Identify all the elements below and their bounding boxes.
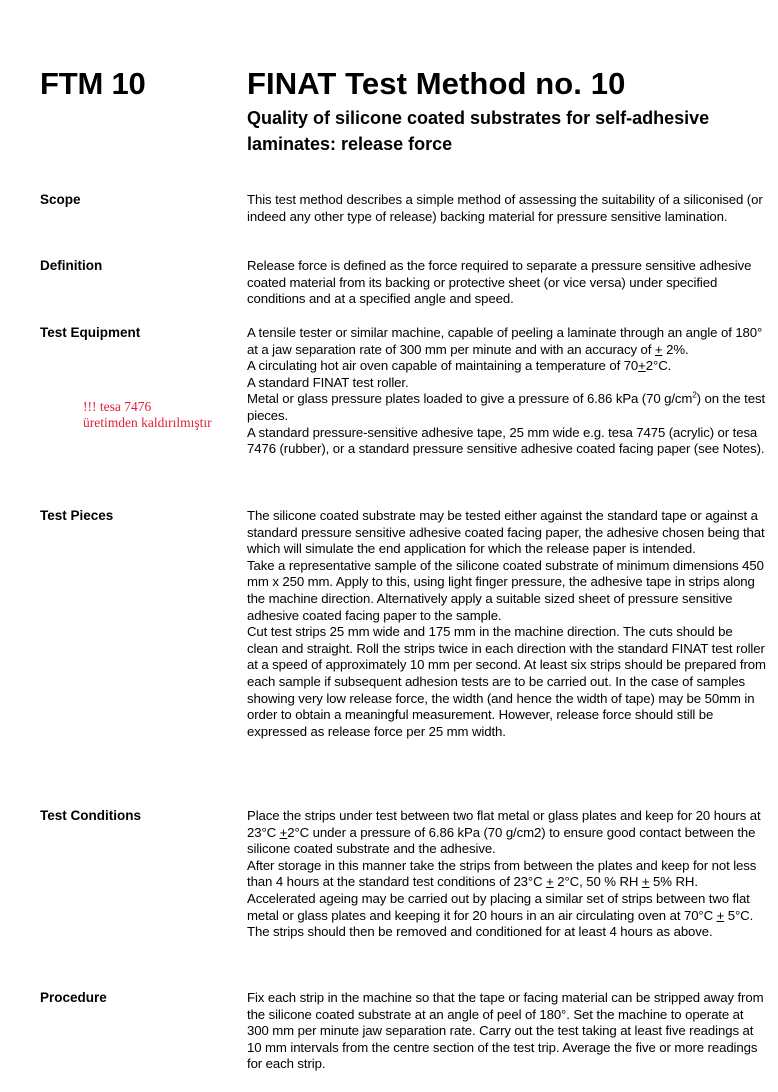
section-label: Test Equipment	[40, 325, 141, 340]
paragraph: A standard FINAT test roller.	[247, 374, 409, 390]
section-label: Test Conditions	[40, 808, 141, 823]
section-label: Procedure	[40, 990, 107, 1005]
paragraph: Accelerated ageing may be carried out by placing a similar set of strips between two flat metal or glass plates and keeping it for 20 hours in an air circulating oven at 70°C + 5°C. The strips should then be removed and conditioned for at least 4 hours as above.	[247, 890, 754, 940]
paragraph: Place the strips under test between two flat metal or glass plates and keep for 20 hours at 23°C +2°C under a pressure of 6.86 kPa (70 g/cm2) to ensure good contact between the silicone coated substrate and the adhesive.	[247, 808, 761, 857]
red-annotation: !!! tesa 7476 üretimden kaldırılmıştır	[83, 399, 212, 430]
paragraph: A tensile tester or similar machine, capable of peeling a laminate through an angle of 180° at a jaw separation rate of 300 mm per minute and with an accuracy of + 2%.	[247, 325, 763, 357]
plus-minus-symbol: +	[546, 874, 554, 890]
section-body	[247, 192, 767, 225]
paragraph: A circulating hot air oven capable of maintaining a temperature of 70+2°C.	[247, 358, 672, 374]
plus-minus-symbol: +	[641, 874, 650, 890]
paragraph: This test method describes a simple method of assessing the suitability of a siliconised (or indeed any other type of release) backing material for pressure sensitive lamination.	[247, 192, 763, 224]
paragraph: After storage in this manner take the strips from between the plates and keep for not less than 4 hours at the standard test conditions of 23°C + 2°C, 50 % RH + 5% RH.	[247, 857, 757, 890]
paragraph: Release force is defined as the force required to separate a pressure sensitive adhesive coated material from its backing or protective sheet (or vice versa) under specified conditions and at a specified angle and speed.	[247, 258, 752, 307]
paragraph: A standard pressure-sensitive adhesive tape, 25 mm wide e.g. tesa 7475 (acrylic) or tesa 7476 (rubber), or a standard pressure sensitive adhesive coated facing paper (see Notes).	[247, 424, 765, 457]
paragraph: Metal or glass pressure plates loaded to give a pressure of 6.86 kPa (70 $g/cm^2$) on the test pieces.	[247, 390, 766, 423]
section-body	[247, 258, 767, 308]
section-label: Scope	[40, 192, 81, 207]
plus-minus-symbol: +	[716, 907, 725, 923]
page-title: FINAT Test Method no. 10	[247, 66, 626, 101]
paragraph: Fix each strip in the machine so that the tape or facing material can be stripped away from the silicone coated substrate at an angle of peel of 180°. Set the machine to operate at 300 mm per minute jaw separation rate. Carry out the test taking at least five readings at 10 mm intervals from the centre section of the test trip. Average the five or more readings for each strip.	[247, 990, 764, 1072]
section-label: Definition	[40, 258, 103, 273]
page-subtitle: Quality of silicone coated substrates for self-adhesive laminates: release force	[247, 108, 710, 154]
plus-minus-symbol: +	[654, 341, 663, 357]
section-body	[247, 325, 767, 458]
section-label: Test Pieces	[40, 508, 114, 523]
paragraph: Cut test strips 25 mm wide and 175 mm in the machine direction. The cuts should be clean and straight. Roll the strips twice in each direction with the standard FINAT test roller at a speed of approximately 10 mm per second. At least six strips should be prepared from each sample if subsequent adhesion tests are to be carried out. In the case of samples showing very low release force, the width (and hence the width of tape) may be 50mm in order to obtain a meaningful measurement. However, release force should still be expressed as release force per 25 mm width.	[247, 624, 766, 739]
section-body	[247, 808, 767, 941]
plus-minus-symbol: +	[638, 358, 646, 374]
method-code: FTM 10	[40, 66, 146, 101]
paragraph: The silicone coated substrate may be tested either against the standard tape or against a standard pressure sensitive adhesive coated facing paper, the adhesive chosen being that which will simulate the end application for which the release paper is intended.	[247, 508, 765, 557]
section-body	[247, 508, 767, 740]
section-body	[247, 990, 767, 1073]
plus-minus-symbol: +	[279, 824, 288, 840]
paragraph: Take a representative sample of the silicone coated substrate of minimum dimensions 450 mm x 250 mm. Apply to this, using light finger pressure, the adhesive tape in strips along the machine direction. Alternatively apply a suitable sized sheet of pressure sensitive adhesive coated facing paper to the sample.	[247, 557, 764, 623]
